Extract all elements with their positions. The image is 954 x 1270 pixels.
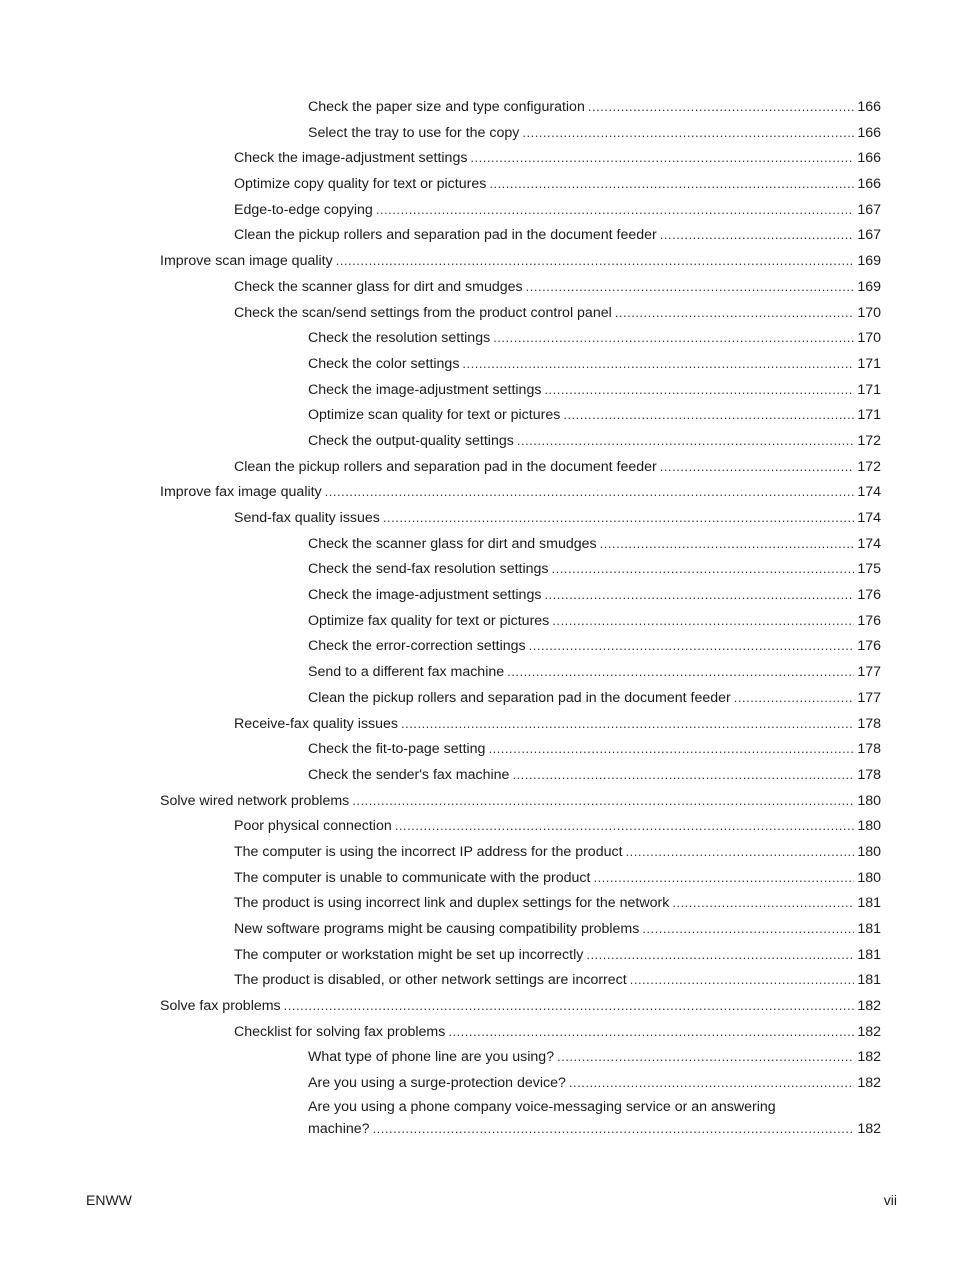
toc-entry-page-number: 176	[857, 612, 881, 629]
toc-entry-page-number: 180	[857, 869, 881, 886]
toc-entry-page-number: 167	[857, 201, 881, 218]
toc-entry-page-number: 174	[857, 510, 881, 526]
toc-entry-title: Check the scanner glass for dirt and smudges	[308, 535, 597, 552]
toc-entry[interactable]	[308, 325, 954, 351]
dot-leader	[284, 993, 855, 1019]
toc-entry[interactable]	[160, 788, 954, 814]
toc-entry-title: Clean the pickup rollers and separation pad in the document feeder	[308, 689, 731, 706]
toc-entry-title: Optimize fax quality for text or pictures	[308, 612, 550, 629]
toc-entry-page-number: 175	[857, 561, 881, 578]
toc-entry-title: Send-fax quality issues	[234, 510, 380, 526]
toc-entry-page-number: 171	[857, 355, 881, 372]
toc-entry[interactable]	[308, 1096, 954, 1140]
toc-entry-title: Optimize scan quality for text or pictures	[308, 407, 561, 424]
toc-entry[interactable]	[160, 479, 954, 505]
toc-entry-page-number: 182	[857, 1075, 881, 1092]
dot-leader	[489, 171, 854, 197]
dot-leader	[376, 197, 855, 223]
dot-leader	[512, 762, 854, 788]
toc-entry-title: The computer is unable to communicate with the product	[234, 869, 591, 886]
toc-entry[interactable]	[308, 659, 954, 685]
toc-entry-title: Check the scan/send settings from the product control panel	[234, 304, 612, 321]
toc-entry[interactable]	[308, 377, 954, 403]
table-of-contents	[0, 94, 954, 1140]
toc-entry[interactable]	[160, 248, 954, 274]
toc-entry-page-number: 169	[857, 253, 881, 270]
toc-entry[interactable]	[308, 351, 954, 377]
dot-leader	[588, 94, 854, 120]
toc-entry-title: Check the output-quality settings	[308, 432, 514, 449]
dot-leader	[660, 222, 855, 248]
dot-leader	[615, 300, 855, 326]
toc-entry-page-number: 166	[857, 176, 881, 193]
toc-entry[interactable]	[308, 94, 954, 120]
toc-entry-title: The computer or workstation might be set up incorrectly	[234, 946, 584, 963]
dot-leader	[626, 839, 855, 865]
toc-entry-page-number: 174	[857, 484, 881, 501]
dot-leader	[593, 865, 854, 891]
toc-entry-page-number: 182	[857, 1120, 881, 1137]
toc-entry-title: Receive-fax quality issues	[234, 715, 399, 732]
toc-entry[interactable]	[234, 145, 954, 171]
toc-entry-title: Check the fit-to-page setting	[308, 741, 486, 758]
toc-entry-title: Check the image-adjustment settings	[308, 587, 542, 604]
toc-entry[interactable]	[234, 274, 954, 300]
toc-entry-title: Optimize copy quality for text or pictures	[234, 176, 487, 193]
toc-entry[interactable]	[308, 120, 954, 146]
dot-leader	[522, 120, 854, 146]
toc-entry[interactable]	[308, 428, 954, 454]
toc-entry-title: Solve fax problems	[160, 998, 281, 1015]
toc-entry-page-number: 177	[857, 664, 881, 681]
toc-entry-page-number: 178	[857, 741, 881, 758]
dot-leader	[336, 248, 855, 274]
toc-entry-page-number: 180	[857, 792, 881, 809]
toc-entry-title: Check the image-adjustment settings	[308, 381, 542, 398]
dot-leader	[544, 582, 854, 608]
toc-entry-page-number: 169	[857, 278, 881, 295]
toc-entry[interactable]	[234, 839, 954, 865]
toc-entry-title: Check the resolution settings	[308, 330, 491, 347]
dot-leader	[470, 145, 854, 171]
toc-entry[interactable]	[234, 222, 954, 248]
toc-entry[interactable]	[308, 608, 954, 634]
toc-entry-page-number: 166	[857, 150, 881, 167]
toc-entry-page-number: 166	[857, 124, 881, 141]
dot-leader	[493, 325, 854, 351]
toc-entry-page-number: 180	[857, 818, 881, 835]
toc-entry-page-number: 178	[857, 715, 881, 732]
dot-leader	[517, 428, 854, 454]
dot-leader	[462, 351, 854, 377]
toc-entry-title: What type of phone line are you using?	[308, 1049, 555, 1066]
toc-entry-page-number: 181	[857, 895, 881, 912]
dot-leader	[586, 942, 854, 968]
footer-publication-code: ENWW	[86, 1192, 132, 1208]
toc-entry[interactable]	[308, 556, 954, 582]
toc-entry[interactable]	[308, 582, 954, 608]
toc-entry-title: The product is disabled, or other network settings are incorrect	[234, 972, 627, 989]
dot-leader	[507, 659, 854, 685]
dot-leader	[563, 402, 854, 428]
toc-entry-title: Check the color settings	[308, 355, 460, 372]
toc-entry[interactable]	[308, 633, 954, 659]
toc-entry-title: Check the paper size and type configuration	[308, 99, 585, 115]
toc-entry-page-number: 180	[857, 843, 881, 860]
dot-leader	[600, 531, 855, 557]
toc-entry-page-number: 182	[857, 1049, 881, 1066]
dot-leader	[660, 454, 855, 480]
toc-entry[interactable]	[308, 685, 954, 711]
toc-entry-page-number: 172	[857, 458, 881, 475]
toc-entry[interactable]	[308, 736, 954, 762]
toc-entry[interactable]	[234, 890, 954, 916]
toc-entry-page-number: 170	[857, 330, 881, 347]
toc-entry-title: Clean the pickup rollers and separation pad in the document feeder	[234, 458, 657, 475]
toc-entry-title: The product is using incorrect link and duplex settings for the network	[234, 895, 670, 912]
toc-entry[interactable]	[234, 916, 954, 942]
toc-entry-page-number: 181	[857, 946, 881, 963]
dot-leader	[569, 1070, 854, 1096]
toc-entry[interactable]	[234, 171, 954, 197]
dot-leader	[672, 890, 854, 916]
dot-leader	[734, 685, 855, 711]
dot-leader	[529, 633, 855, 659]
toc-entry[interactable]	[234, 813, 954, 839]
dot-leader	[373, 1118, 855, 1140]
toc-entry-title: Solve wired network problems	[160, 792, 350, 809]
toc-entry-title: New software programs might be causing compatibility problems	[234, 921, 640, 937]
toc-entry[interactable]	[234, 454, 954, 480]
toc-entry-title: Send to a different fax machine	[308, 664, 505, 681]
toc-entry-title: Poor physical connection	[234, 818, 392, 835]
toc-entry-title: Improve fax image quality	[160, 484, 322, 501]
toc-entry[interactable]	[234, 197, 954, 223]
toc-entry-page-number: 174	[857, 535, 881, 552]
toc-entry-title: The computer is using the incorrect IP address for the product	[234, 843, 623, 860]
toc-entry-title-continuation: machine?	[308, 1120, 370, 1137]
dot-leader	[395, 813, 855, 839]
toc-entry-page-number: 182	[857, 1023, 881, 1040]
toc-entry-page-number: 181	[857, 921, 881, 937]
toc-entry-title: Edge-to-edge copying	[234, 201, 373, 218]
footer-page-number: vii	[883, 1192, 897, 1208]
toc-entry[interactable]	[308, 531, 954, 557]
toc-entry-title: Check the send-fax resolution settings	[308, 561, 549, 578]
toc-entry-page-number: 166	[857, 99, 881, 115]
toc-entry[interactable]	[234, 967, 954, 993]
dot-leader	[630, 967, 855, 993]
toc-entry-page-number: 177	[857, 689, 881, 706]
toc-entry-page-number: 172	[857, 432, 881, 449]
dot-leader	[325, 479, 855, 505]
toc-entry-title: Checklist for solving fax problems	[234, 1023, 446, 1040]
dot-leader	[544, 377, 854, 403]
toc-entry[interactable]	[234, 711, 954, 737]
toc-entry-title: Select the tray to use for the copy	[308, 124, 520, 141]
toc-entry-page-number: 170	[857, 304, 881, 321]
toc-entry[interactable]	[234, 505, 954, 531]
dot-leader	[488, 736, 854, 762]
toc-entry-page-number: 181	[857, 972, 881, 989]
dot-leader	[526, 274, 855, 300]
toc-entry-title: Check the sender's fax machine	[308, 766, 510, 783]
toc-entry[interactable]	[234, 942, 954, 968]
toc-entry[interactable]	[160, 993, 954, 1019]
toc-entry[interactable]	[308, 402, 954, 428]
dot-leader	[552, 556, 855, 582]
toc-entry[interactable]	[234, 1019, 954, 1045]
toc-entry[interactable]	[234, 300, 954, 326]
toc-entry-title: Clean the pickup rollers and separation pad in the document feeder	[234, 227, 657, 244]
dot-leader	[448, 1019, 854, 1045]
toc-entry[interactable]	[308, 762, 954, 788]
toc-entry-page-number: 178	[857, 766, 881, 783]
dot-leader	[352, 788, 854, 814]
dot-leader	[557, 1044, 854, 1070]
toc-entry-page-number: 171	[857, 381, 881, 398]
toc-entry-title: Are you using a phone company voice-messaging service or an answering	[308, 1098, 776, 1115]
toc-entry-page-number: 182	[857, 998, 881, 1015]
toc-entry-title: Improve scan image quality	[160, 253, 333, 270]
toc-entry-title: Check the scanner glass for dirt and smudges	[234, 278, 523, 295]
dot-leader	[383, 505, 854, 531]
dot-leader	[642, 916, 854, 942]
toc-entry-page-number: 167	[857, 227, 881, 244]
toc-entry[interactable]	[308, 1070, 954, 1096]
toc-entry-page-number: 176	[857, 638, 881, 655]
toc-entry-title: Are you using a surge-protection device?	[308, 1075, 566, 1092]
toc-entry-title: Check the image-adjustment settings	[234, 150, 468, 167]
toc-entry[interactable]	[234, 865, 954, 891]
toc-entry-page-number: 171	[857, 407, 881, 424]
toc-entry-page-number: 176	[857, 587, 881, 604]
toc-entry-title: Check the error-correction settings	[308, 638, 526, 655]
dot-leader	[401, 711, 854, 737]
toc-entry[interactable]	[308, 1044, 954, 1070]
dot-leader	[552, 608, 854, 634]
